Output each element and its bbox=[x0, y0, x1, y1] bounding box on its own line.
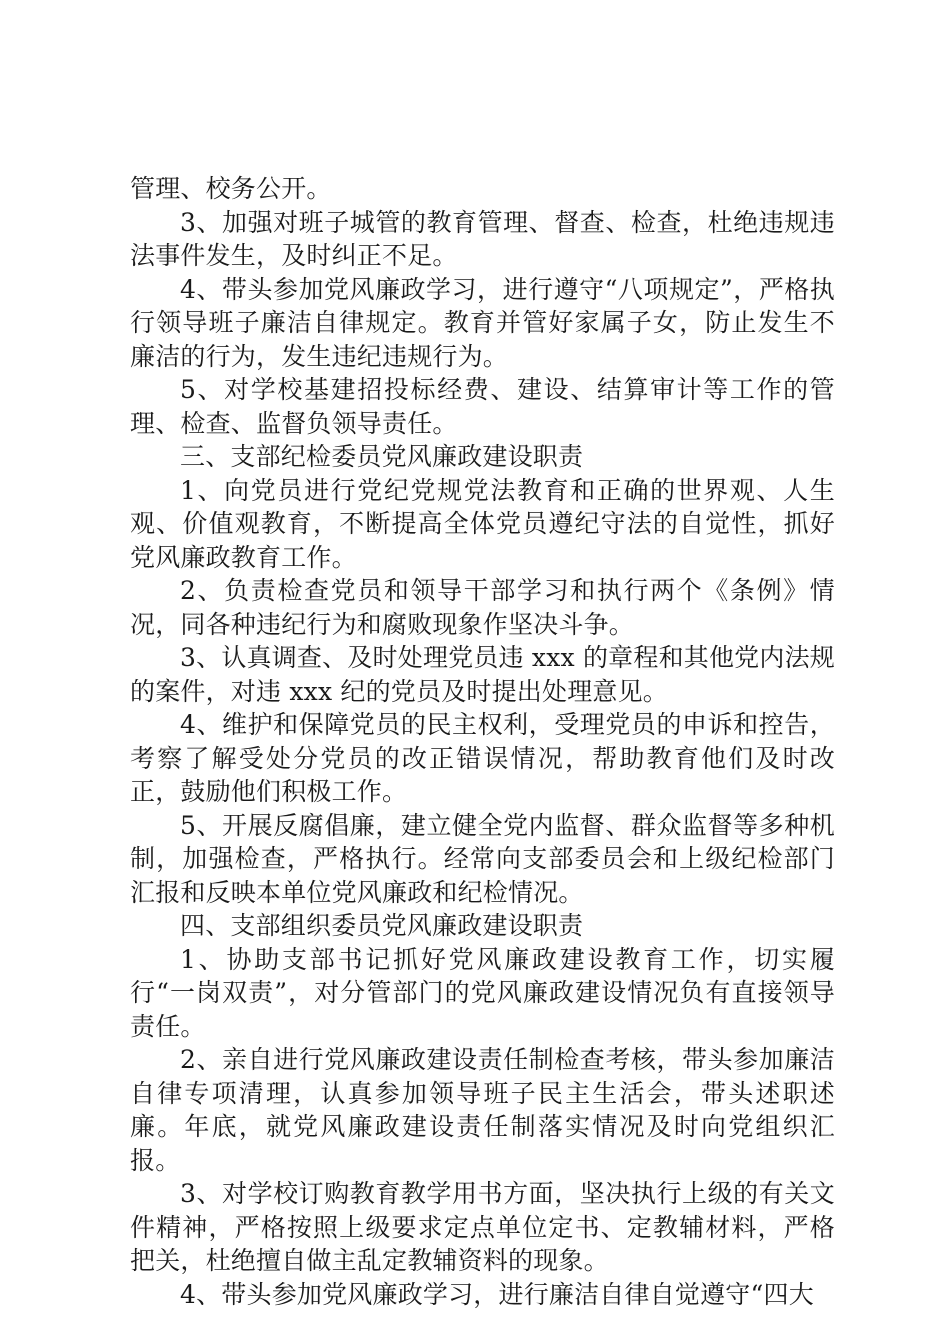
document-body bbox=[130, 172, 835, 1311]
paragraph-item: 4、带头参加党风廉政学习，进行遵守“八项规定”，严格执行领导班子廉洁自律规定。教育并管好家属子女，防止发生不廉洁的行为，发生违纪违规行为。 bbox=[130, 274, 835, 371]
paragraph-item: 1、协助支部书记抓好党风廉政建设教育工作，切实履行“一岗双责”，对分管部门的党风廉政建设情况负有直接领导责任。 bbox=[130, 944, 835, 1041]
paragraph-item: 5、开展反腐倡廉，建立健全党内监督、群众监督等多种机制，加强检查，严格执行。经常向支部委员会和上级纪检部门汇报和反映本单位党风廉政和纪检情况。 bbox=[130, 810, 835, 907]
paragraph-item: 2、负责检查党员和领导干部学习和执行两个《条例》情况，同各种违纪行为和腐败现象作坚决斗争。 bbox=[130, 576, 835, 639]
paragraph-item: 1、向党员进行党纪党规党法教育和正确的世界观、人生观、价值观教育，不断提高全体党员遵纪守法的自觉性，抓好党风廉政教育工作。 bbox=[130, 475, 835, 572]
paragraph-item: 3、认真调查、及时处理党员违 xxx 的章程和其他党内法规的案件，对违 xxx 纪的党员及时提出处理意见。 bbox=[130, 643, 835, 706]
paragraph-item: 2、亲自进行党风廉政建设责任制检查考核，带头参加廉洁自律专项清理，认真参加领导班子民主生活会，带头述职述廉。年底，就党风廉政建设责任制落实情况及时向党组织汇报。 bbox=[130, 1045, 835, 1175]
paragraph-item: 4、维护和保障党员的民主权利，受理党员的申诉和控告，考察了解受处分党员的改正错误情况，帮助教育他们及时改正，鼓励他们积极工作。 bbox=[130, 710, 835, 806]
section-heading: 四、支部组织委员党风廉政建设职责 bbox=[180, 911, 584, 940]
paragraph-continuation: 管理、校务公开。 bbox=[130, 174, 332, 203]
section-heading: 三、支部纪检委员党风廉政建设职责 bbox=[180, 442, 584, 471]
paragraph-item: 4、带头参加党风廉政学习，进行廉洁自律自觉遵守“四大 bbox=[180, 1279, 814, 1309]
paragraph-item: 5、对学校基建招投标经费、建设、结算审计等工作的管理、检查、监督负领导责任。 bbox=[130, 375, 835, 438]
paragraph-item: 3、对学校订购教育教学用书方面，坚决执行上级的有关文件精神，严格按照上级要求定点单位定书、定教辅材料，严格把关，杜绝擅自做主乱定教辅资料的现象。 bbox=[130, 1179, 835, 1275]
paragraph-item: 3、加强对班子城管的教育管理、督查、检查，杜绝违规违法事件发生，及时纠正不足。 bbox=[130, 207, 835, 270]
